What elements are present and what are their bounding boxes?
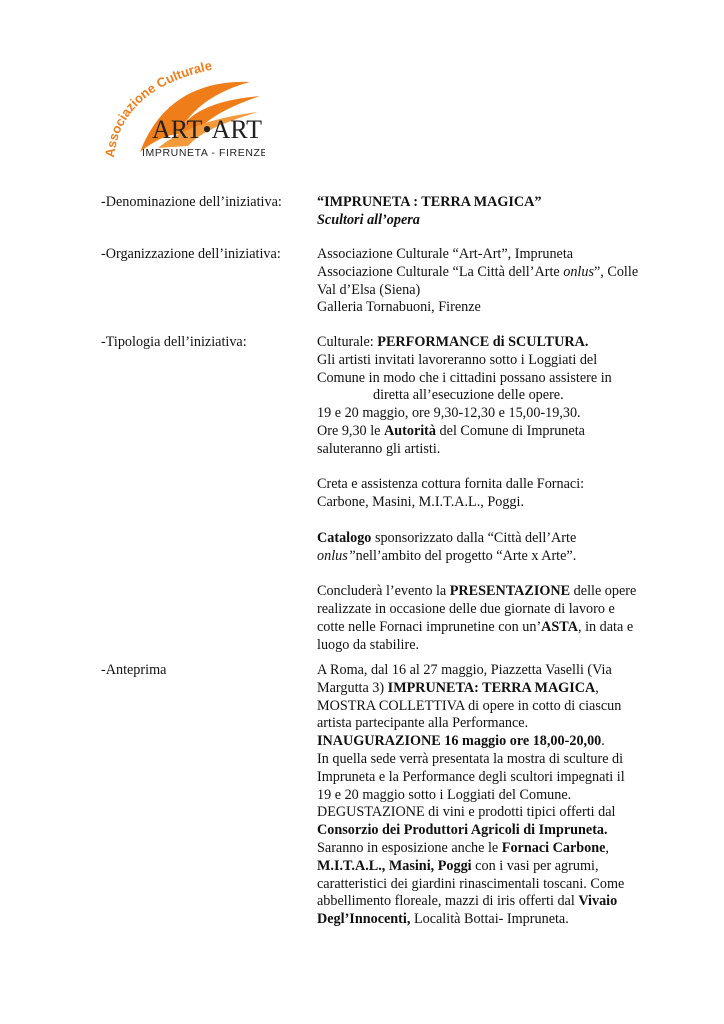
tipologia-paragraph-4: Concluderà l’evento la PRESENTAZIONE delle opere realizzate in occasione delle due giornate di lavoro e cotte nelle Fornaci imprunetine con un’ASTA, in data e luogo da stabilire. xyxy=(317,583,637,653)
org-line-1: Associazione Culturale “Art-Art”, Impruneta xyxy=(317,246,574,262)
organizzazione-label: -Organizzazione dell’iniziativa: xyxy=(101,246,281,262)
anteprima-content: A Roma, dal 16 al 27 maggio, Piazzetta Vaselli (Via Margutta 3) IMPRUNETA: TERRA MAGICA, MOSTRA COLLETTIVA di opere in cotto di ciascun artista partecipante alla Performance. INAUGURAZIONE 16 maggio ore 18,00-20,00. In quella sede verrà presentata la mostra di sculture di Impruneta e la Performance degli scultori impegnati il 19 e 20 maggio sotto i Loggiati del Comune. DEGUSTAZIONE di vini e prodotti tipici offerti dal Consorzio dei Produttori Agricoli di Impruneta. Saranno in esposizione anche le Fornaci Carbone, M.I.T.A.L., Masini, Poggi con i vasi per agrumi, caratteristici dei giardini rinascimentali toscani. Come abbellimento floreale, mazzi di iris offerti dal Vivaio Degl’Innocenti, Località Bottai- Impruneta. xyxy=(317,662,625,928)
org-line-4: Galleria Tornabuoni, Firenze xyxy=(317,299,481,316)
logo-name: ART•ART xyxy=(152,115,262,144)
tipologia-label: -Tipologia dell’iniziativa: xyxy=(101,334,247,350)
logo-subtitle: IMPRUNETA - FIRENZE xyxy=(142,147,265,159)
tipologia-paragraph-2: Creta e assistenza cottura fornita dalle Fornaci: Carbone, Masini, M.I.T.A.L., Poggi. xyxy=(317,476,585,511)
tipologia-paragraph-1: Culturale: PERFORMANCE di SCULTURA. Gli artisti invitati lavoreranno sotto i Loggiati del Comune in modo che i cittadini possano assistere in diretta all’esecuzione delle opere. 19 e 20 maggio, ore 9,30-12,30 e 15,00-19,30. Ore 9,30 le Autorità del Comune di Impruneta saluteranno gli artisti. xyxy=(317,334,612,457)
association-logo xyxy=(100,60,265,164)
art-art-logo-graphic xyxy=(100,60,265,164)
org-line-2: Associazione Culturale “La Città dell’Arte onlus”, Colle xyxy=(317,263,639,280)
denominazione-label: -Denominazione dell’iniziativa: xyxy=(101,194,282,210)
tipologia-paragraph-3: Catalogo sponsorizzato dalla “Città dell’Arte onlus”nell’ambito del progetto “Arte x Arte”. xyxy=(317,529,577,564)
initiative-subtitle: Scultori all’opera xyxy=(317,211,420,228)
anteprima-label: -Anteprima xyxy=(101,662,167,678)
org-line-3: Val d’Elsa (Siena) xyxy=(317,281,421,298)
initiative-title: “IMPRUNETA : TERRA MAGICA” xyxy=(317,194,542,210)
logo-arc-text: Associazione Culturale xyxy=(102,60,214,159)
